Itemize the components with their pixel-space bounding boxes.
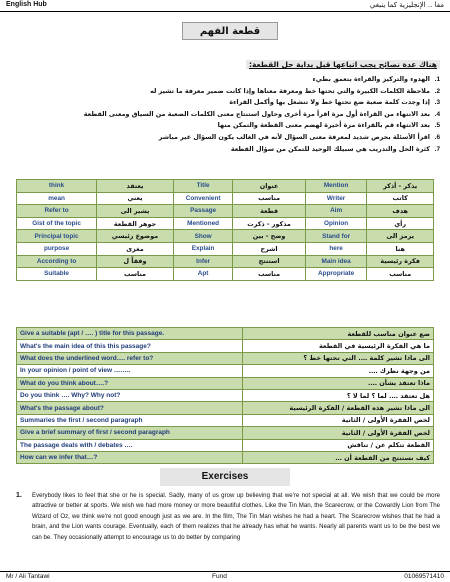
tip-item: 3.إذا وجدت كلمة صعبة ضع تحتها خط ولا تنشغل بها وأكمل القراءة — [229, 98, 440, 107]
tips-list — [10, 74, 440, 155]
vocab-arabic: وفقاً ل — [97, 255, 174, 268]
vocab-english: think — [17, 180, 97, 193]
tip-item: 4.بعد الانتهاء من القراءة أول مرة اقرأ مرة أخرى وحاول استنتاج معنى الكلمات الصعبة من السياق ومعنى القطعة — [83, 109, 440, 118]
phrase-arabic: ماذا تعتقد بشأن …. — [243, 377, 434, 389]
vocab-english: Writer — [305, 192, 367, 205]
phrase-english: What do you think about….? — [17, 377, 243, 389]
vocab-english: Appropriate — [305, 268, 367, 281]
exercise-text: Everybody likes to feel that she or he is special. Sadly, many of us grow up believing that we're not special at all. We wish that we could be more attractive or better at sports. We wish we had more money or more beautiful clothes. Like the Tin Man, the Scarecrow, or the Cowardly Lion from The Wizard of Oz, we think we're not good enough just as we are. In the film, The Tin Man wishes he had a heart. The Scarecrow wishes that he had a brain, and the Lion wants courage. Eventually, each of them realizes that he already has what he wants. Nearly all parents want us to be the best we can be. They occasionally attempt to encourage us to do better by comparing — [32, 492, 440, 541]
tip-item: 7.كثرة الحل والتدريب هي سبيلك الوحيد للتمكن من سؤال القطعة — [230, 144, 440, 153]
phrase-english: Do you think …. Why? Why not? — [17, 389, 243, 401]
vocab-english: Infer — [173, 255, 232, 268]
phrase-english: In your opinion / point of view …….. — [17, 365, 243, 377]
phrase-arabic: لخص الفقرة الأولى / الثانية — [243, 414, 434, 426]
phrase-row — [17, 389, 434, 401]
header-slogan: مفا .. الإنجليزية كما ينبغي — [369, 1, 444, 9]
vocab-english: Suitable — [17, 268, 97, 281]
phrase-row — [17, 402, 434, 414]
vocab-row — [17, 242, 434, 255]
vocab-english: Aim — [305, 205, 367, 218]
vocab-arabic: استنتج — [233, 255, 306, 268]
phrase-row — [17, 328, 434, 340]
phrase-english: The passage deals with / debates …. — [17, 439, 243, 451]
phrase-row — [17, 427, 434, 439]
phrase-row — [17, 414, 434, 426]
question-phrases-table — [16, 327, 434, 464]
vocab-arabic: هنا — [367, 242, 434, 255]
phrase-arabic: القطعة تتكلم عن / تناقش — [243, 439, 434, 451]
vocabulary-table — [16, 179, 434, 281]
vocab-english: Mention — [305, 180, 367, 193]
vocab-arabic: جوهر القطعة — [97, 217, 174, 230]
vocab-row — [17, 268, 434, 281]
vocab-arabic: قطعة — [233, 205, 306, 218]
vocab-row — [17, 205, 434, 218]
phrase-english: What's the passage about? — [17, 402, 243, 414]
phrase-english: What does the underlined word…. refer to? — [17, 352, 243, 364]
phrase-arabic: هل تعتقد …. لما ؟ لما لا ؟ — [243, 389, 434, 401]
vocab-english: Passage — [173, 205, 232, 218]
header-brand: English Hub — [6, 1, 47, 8]
vocab-arabic: يشير الى — [97, 205, 174, 218]
tips-heading: هناك عدة نصائح يجب اتباعها قبل بداية حل القطعة: — [246, 60, 440, 69]
exercise-number: 1. — [16, 492, 22, 499]
vocab-arabic: رأي — [367, 217, 434, 230]
vocab-english: Title — [173, 180, 232, 193]
phrase-english: Give a suitable (apt / …. ) title for this passage. — [17, 328, 243, 340]
vocab-arabic: يذكر - أذكر — [367, 180, 434, 193]
vocab-english: purpose — [17, 242, 97, 255]
vocab-arabic: يعتقد — [97, 180, 174, 193]
vocab-arabic: موضوع رئيسي — [97, 230, 174, 243]
vocab-english: mean — [17, 192, 97, 205]
vocab-row — [17, 230, 434, 243]
phrase-row — [17, 352, 434, 364]
tip-item: 1.الهدوء والتركيز والقراءة بتعمق بطيء — [312, 75, 440, 83]
vocab-english: Main idea — [305, 255, 367, 268]
phrase-english: How can we infer that…? — [17, 451, 243, 463]
exercises-title: Exercises — [160, 468, 290, 486]
phrase-arabic: ضع عنوان مناسب للقطعة — [243, 328, 434, 340]
vocab-english: Show — [173, 230, 232, 243]
phrase-row — [17, 340, 434, 352]
phrase-row — [17, 451, 434, 463]
phrase-arabic: لخص الفقرة الأولى / الثانية — [243, 427, 434, 439]
phrase-english: Give a brief summary of first / second paragraph — [17, 427, 243, 439]
vocab-english: Opinion — [305, 217, 367, 230]
exercise-passage — [16, 491, 440, 543]
vocab-row — [17, 180, 434, 193]
tip-item: 5.بعد الانتهاء قم بالقراءة مرة أخيرة لهضم معنى القطعة والتمكن منها — [217, 121, 440, 130]
vocab-arabic: اشرح — [233, 242, 306, 255]
vocab-english: Mentioned — [173, 217, 232, 230]
vocab-english: Apt — [173, 268, 232, 281]
tip-item: 2.ملاحظة الكلمات الكبيرة والتي تحتها خط ومعرفة معناها وإذا كانت ضمير معرفة ما تشير له — [150, 86, 440, 95]
vocab-english: Convenient — [173, 192, 232, 205]
vocab-english: Stand for — [305, 230, 367, 243]
tip-item: 6.اقرأ الأسئلة بحرص شديد لمعرفة معنى السؤال لأنه في الغالب يكون السؤال غير مباشر — [158, 132, 440, 141]
vocab-english: Refer to — [17, 205, 97, 218]
vocab-english: Principal topic — [17, 230, 97, 243]
page-title: قطعة الفهم — [182, 22, 278, 40]
vocab-arabic: مناسب — [233, 192, 306, 205]
vocab-row — [17, 192, 434, 205]
vocab-english: Gist of the topic — [17, 217, 97, 230]
vocab-english: Explain — [173, 242, 232, 255]
vocab-english: here — [305, 242, 367, 255]
phrase-english: What's the main idea of this this passage? — [17, 340, 243, 352]
vocab-arabic: كاتب — [367, 192, 434, 205]
footer-phone: 01069571410 — [404, 573, 444, 580]
vocab-arabic: وضح - بين — [233, 230, 306, 243]
phrase-arabic: الى ماذا تشير هذه القطعة / الفكرة الرئيسية — [243, 402, 434, 414]
page-header — [0, 0, 450, 12]
footer-center: Fund — [212, 573, 227, 580]
vocab-arabic: يعني — [97, 192, 174, 205]
vocab-arabic: مذكور - ذكرت — [233, 217, 306, 230]
vocab-english: According to — [17, 255, 97, 268]
phrase-arabic: من وجهة نظرك …. — [243, 365, 434, 377]
phrase-arabic: ما هي الفكرة الرئيسية في القطعة — [243, 340, 434, 352]
vocab-row — [17, 217, 434, 230]
vocab-arabic: هدف — [367, 205, 434, 218]
phrase-english: Summaries the first / second paragraph — [17, 414, 243, 426]
phrase-arabic: الى ماذا تشير كلمة …. التي تحتها خط ؟ — [243, 352, 434, 364]
vocab-row — [17, 255, 434, 268]
vocab-arabic: مناسب — [367, 268, 434, 281]
vocab-arabic: مناسب — [233, 268, 306, 281]
vocab-arabic: مناسب — [97, 268, 174, 281]
vocab-arabic: عنوان — [233, 180, 306, 193]
phrase-row — [17, 365, 434, 377]
phrase-arabic: كيف نستنتج من القطعة أن … — [243, 451, 434, 463]
phrase-row — [17, 377, 434, 389]
vocab-arabic: فكرة رئيسية — [367, 255, 434, 268]
vocab-arabic: مغزى — [97, 242, 174, 255]
vocab-arabic: يرمز الى — [367, 230, 434, 243]
page-footer — [0, 571, 450, 582]
phrase-row — [17, 439, 434, 451]
footer-author: Mr / Ali Tantawi — [6, 573, 50, 580]
